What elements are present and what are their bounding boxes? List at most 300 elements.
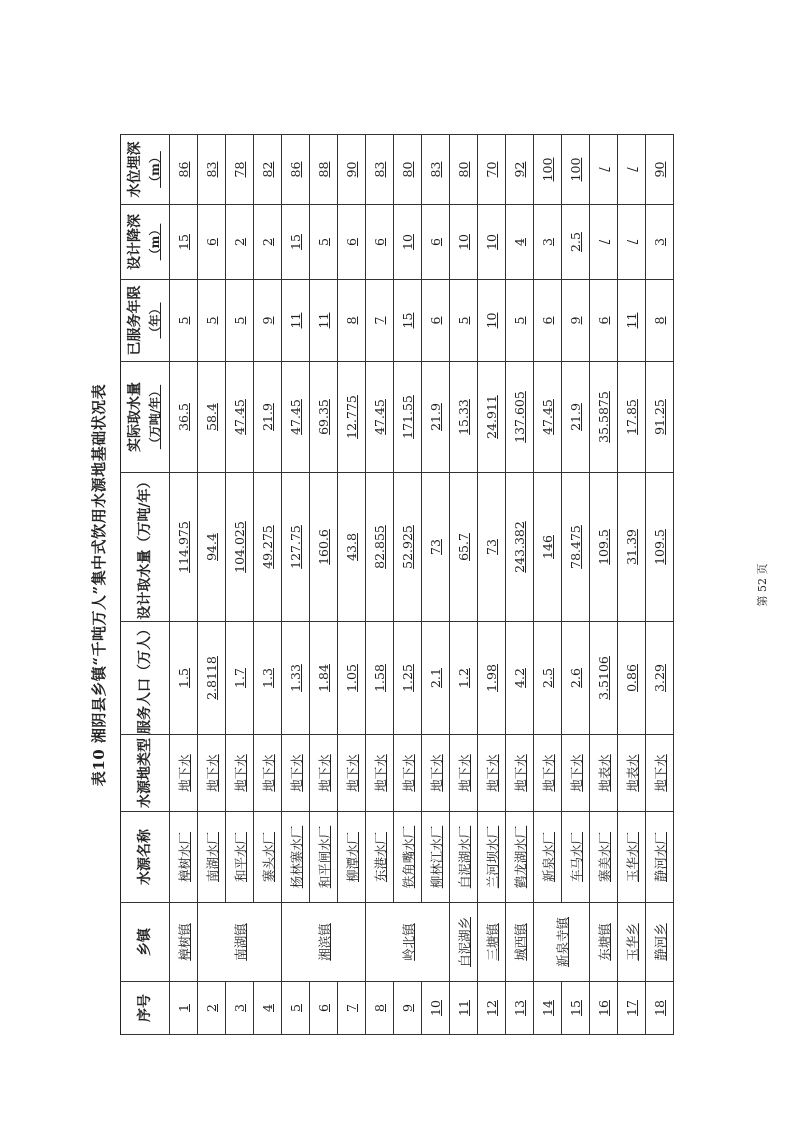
cell-value: 地表水 bbox=[596, 754, 612, 792]
column-header bbox=[121, 812, 170, 903]
table-cell bbox=[534, 205, 562, 280]
table-row bbox=[422, 135, 450, 1035]
cell-value: 白泥湖水厂 bbox=[456, 825, 472, 889]
page-number: 第 52 页 bbox=[756, 563, 769, 607]
table-row bbox=[394, 135, 422, 1035]
table-title: 表10 湘阴县乡镇“千吨万人”集中式饮用水源地基础状况表 bbox=[90, 383, 108, 787]
table-cell bbox=[478, 473, 506, 622]
table-cell bbox=[562, 622, 590, 735]
cell-value: 10 bbox=[400, 234, 415, 250]
table-cell bbox=[310, 205, 338, 280]
table-cell bbox=[170, 280, 198, 362]
table-cell bbox=[422, 205, 450, 280]
table-row bbox=[310, 135, 338, 1035]
cell-value: 地下水 bbox=[540, 754, 556, 792]
table-cell bbox=[646, 280, 674, 362]
table-cell bbox=[310, 473, 338, 622]
cell-value: 鹤龙湖水厂 bbox=[512, 825, 528, 889]
table-cell bbox=[478, 622, 506, 735]
cell-value: 6 bbox=[204, 238, 219, 246]
cell-value: 3 bbox=[652, 238, 667, 246]
cell-value: 4 bbox=[512, 238, 527, 246]
table-cell bbox=[562, 205, 590, 280]
cell-value: 109.5 bbox=[596, 529, 611, 565]
cell-value: 兰河坝水厂 bbox=[484, 825, 500, 889]
town-cell bbox=[198, 903, 282, 982]
table-cell bbox=[226, 205, 254, 280]
table-cell bbox=[226, 622, 254, 735]
table-cell bbox=[618, 362, 646, 473]
cell-value: 9 bbox=[568, 316, 583, 325]
cell-value: 17.85 bbox=[624, 399, 639, 435]
table-cell bbox=[170, 135, 198, 205]
column-header bbox=[121, 205, 170, 280]
table-cell bbox=[618, 982, 646, 1035]
cell-value: 91.25 bbox=[652, 399, 667, 435]
table-cell bbox=[562, 135, 590, 205]
cell-value: / bbox=[596, 167, 611, 172]
table-cell bbox=[198, 135, 226, 205]
column-header bbox=[121, 735, 170, 812]
cell-value: 地下水 bbox=[568, 754, 584, 792]
table-cell bbox=[282, 473, 310, 622]
cell-value: 10 bbox=[428, 1000, 443, 1016]
table-cell bbox=[226, 280, 254, 362]
cell-value: 铁角嘴水厂 bbox=[400, 825, 416, 889]
cell-value: 21.9 bbox=[428, 403, 443, 431]
table-cell bbox=[534, 473, 562, 622]
cell-value: 地表水 bbox=[624, 754, 640, 792]
table-cell bbox=[450, 735, 478, 812]
table-row bbox=[226, 135, 254, 1035]
table-cell bbox=[282, 812, 310, 903]
cell-value: / bbox=[624, 239, 639, 245]
cell-value: 1.05 bbox=[344, 664, 359, 692]
cell-value: 86 bbox=[176, 161, 191, 178]
cell-value: 58.4 bbox=[204, 403, 219, 431]
cell-value: 47.45 bbox=[372, 399, 387, 435]
table-cell bbox=[478, 362, 506, 473]
cell-value: 24.911 bbox=[484, 395, 499, 439]
table-cell bbox=[254, 205, 282, 280]
cell-value: 14 bbox=[540, 1000, 555, 1016]
table-cell bbox=[646, 622, 674, 735]
table-cell bbox=[450, 812, 478, 903]
table-cell bbox=[422, 280, 450, 362]
table-row bbox=[282, 135, 310, 1035]
cell-value: 15 bbox=[568, 1000, 583, 1016]
table-cell bbox=[366, 473, 394, 622]
cell-value: 地下水 bbox=[372, 754, 388, 792]
cell-value: 13 bbox=[512, 1000, 527, 1016]
table-cell bbox=[254, 982, 282, 1035]
cell-value: 地下水 bbox=[176, 754, 192, 792]
cell-value: 6 bbox=[596, 316, 611, 325]
table-cell bbox=[422, 812, 450, 903]
water-source-table bbox=[120, 134, 674, 1035]
table-cell bbox=[450, 135, 478, 205]
table-cell bbox=[282, 362, 310, 473]
cell-value: 1.2 bbox=[456, 668, 471, 688]
table-cell bbox=[590, 812, 618, 903]
cell-value: 1.33 bbox=[288, 664, 303, 692]
table-cell bbox=[198, 982, 226, 1035]
column-header bbox=[121, 903, 170, 982]
cell-value: 160.6 bbox=[316, 529, 331, 565]
column-header bbox=[121, 135, 170, 205]
table-cell bbox=[506, 205, 534, 280]
town-name: 静河乡 bbox=[652, 923, 668, 961]
table-cell bbox=[506, 135, 534, 205]
table-cell bbox=[478, 982, 506, 1035]
cell-value: 静河水厂 bbox=[652, 832, 668, 883]
table-cell bbox=[310, 280, 338, 362]
column-header bbox=[121, 622, 170, 735]
cell-value: 3.29 bbox=[652, 664, 667, 692]
cell-value: / bbox=[624, 167, 639, 172]
cell-value: 7 bbox=[372, 316, 387, 325]
table-cell bbox=[282, 280, 310, 362]
table-row bbox=[338, 135, 366, 1035]
table-cell bbox=[226, 362, 254, 473]
cell-value: 137.605 bbox=[512, 391, 527, 443]
table-cell bbox=[170, 473, 198, 622]
table-cell bbox=[450, 362, 478, 473]
table-cell bbox=[422, 622, 450, 735]
town-name: 城西镇 bbox=[512, 923, 528, 961]
table-cell bbox=[282, 982, 310, 1035]
cell-value: 和平闸水厂 bbox=[316, 825, 332, 889]
table-cell bbox=[366, 135, 394, 205]
table-cell bbox=[282, 135, 310, 205]
table-cell bbox=[226, 735, 254, 812]
cell-value: 5 bbox=[232, 316, 247, 325]
table-cell bbox=[590, 362, 618, 473]
table-cell bbox=[338, 735, 366, 812]
table-cell bbox=[478, 735, 506, 812]
cell-value: 东港水厂 bbox=[372, 832, 388, 883]
table-cell bbox=[338, 982, 366, 1035]
table-row bbox=[450, 135, 478, 1035]
cell-value: 6 bbox=[316, 1004, 331, 1012]
cell-value: 和平水厂 bbox=[232, 832, 248, 883]
table-cell bbox=[394, 362, 422, 473]
table-cell bbox=[282, 622, 310, 735]
cell-value: 地下水 bbox=[512, 754, 528, 792]
cell-value: 樟树水厂 bbox=[176, 832, 192, 883]
table-cell bbox=[366, 735, 394, 812]
table-cell bbox=[506, 812, 534, 903]
table-cell bbox=[198, 362, 226, 473]
cell-value: 47.45 bbox=[232, 399, 247, 435]
cell-value: 90 bbox=[652, 161, 667, 178]
table-cell bbox=[310, 362, 338, 473]
table-cell bbox=[618, 473, 646, 622]
table-cell bbox=[394, 812, 422, 903]
cell-value: 100 bbox=[540, 157, 555, 182]
cell-value: 243.382 bbox=[512, 521, 527, 573]
cell-value: 杨林寨水厂 bbox=[288, 825, 304, 889]
cell-value: 9 bbox=[260, 316, 275, 325]
cell-value: 2.5 bbox=[540, 668, 555, 688]
table-cell bbox=[310, 735, 338, 812]
table-cell bbox=[254, 473, 282, 622]
table-cell bbox=[198, 812, 226, 903]
column-header-label: 乡镇 bbox=[137, 928, 153, 956]
table-cell bbox=[254, 135, 282, 205]
table-cell bbox=[590, 982, 618, 1035]
table-cell bbox=[170, 735, 198, 812]
table-cell bbox=[506, 982, 534, 1035]
cell-value: 15 bbox=[400, 312, 415, 329]
town-cell bbox=[506, 903, 534, 982]
cell-value: 1.98 bbox=[484, 664, 499, 692]
column-header-label: 设计取水量（万吨/年） bbox=[137, 474, 153, 620]
cell-value: 82.855 bbox=[372, 525, 387, 569]
table-cell bbox=[646, 362, 674, 473]
town-name: 湘滨镇 bbox=[316, 923, 332, 961]
table-cell bbox=[422, 362, 450, 473]
column-header-label: 服务人口（万人） bbox=[137, 622, 153, 734]
cell-value: 78.475 bbox=[568, 525, 583, 569]
cell-value: 15.33 bbox=[456, 399, 471, 435]
cell-value: 地下水 bbox=[428, 754, 444, 792]
cell-value: 2.1 bbox=[428, 668, 443, 688]
cell-value: 146 bbox=[540, 535, 555, 559]
table-cell bbox=[646, 135, 674, 205]
cell-value: 6 bbox=[372, 238, 387, 246]
cell-value: 10 bbox=[456, 234, 471, 250]
table-cell bbox=[394, 982, 422, 1035]
table-cell bbox=[366, 362, 394, 473]
cell-value: 9 bbox=[400, 1004, 415, 1012]
cell-value: 21.9 bbox=[260, 403, 275, 431]
cell-value: 88 bbox=[316, 161, 331, 178]
table-row bbox=[478, 135, 506, 1035]
town-name: 东塘镇 bbox=[596, 923, 612, 961]
town-cell bbox=[590, 903, 618, 982]
cell-value: 2 bbox=[260, 238, 275, 246]
table-cell bbox=[590, 622, 618, 735]
cell-value: 70 bbox=[484, 161, 499, 178]
cell-value: 4 bbox=[260, 1004, 275, 1012]
cell-value: 83 bbox=[372, 161, 387, 178]
cell-value: 16 bbox=[596, 1000, 611, 1016]
table-cell bbox=[394, 735, 422, 812]
table-cell bbox=[394, 473, 422, 622]
cell-value: 1 bbox=[176, 1004, 191, 1012]
town-cell bbox=[618, 903, 646, 982]
cell-value: 65.7 bbox=[456, 533, 471, 561]
column-header-unit: （年） bbox=[148, 302, 162, 339]
town-cell bbox=[450, 903, 478, 982]
table-cell bbox=[506, 362, 534, 473]
table-cell bbox=[478, 205, 506, 280]
cell-value: 100 bbox=[568, 157, 583, 182]
table-cell bbox=[366, 280, 394, 362]
table-cell bbox=[254, 280, 282, 362]
table-cell bbox=[478, 135, 506, 205]
cell-value: 10 bbox=[484, 234, 499, 250]
table-cell bbox=[450, 205, 478, 280]
table-cell bbox=[422, 982, 450, 1035]
table-cell bbox=[338, 812, 366, 903]
table-cell bbox=[534, 622, 562, 735]
table-cell bbox=[366, 622, 394, 735]
cell-value: 5 bbox=[456, 316, 471, 325]
table-cell bbox=[506, 622, 534, 735]
cell-value: 1.25 bbox=[400, 664, 415, 692]
town-cell bbox=[646, 903, 674, 982]
table-cell bbox=[226, 982, 254, 1035]
table-row bbox=[170, 135, 198, 1035]
cell-value: 3.5106 bbox=[596, 656, 611, 700]
cell-value: 2.8118 bbox=[204, 656, 219, 700]
cell-value: 柳潭水厂 bbox=[344, 832, 360, 883]
cell-value: 31.39 bbox=[624, 529, 639, 565]
cell-value: 寨美水厂 bbox=[596, 832, 612, 883]
table-cell bbox=[282, 205, 310, 280]
table-cell bbox=[338, 362, 366, 473]
table-cell bbox=[170, 205, 198, 280]
table-row bbox=[506, 135, 534, 1035]
cell-value: / bbox=[596, 239, 611, 245]
cell-value: 49.275 bbox=[260, 525, 275, 569]
cell-value: 南湖水厂 bbox=[204, 832, 220, 883]
column-header-unit: （m） bbox=[148, 223, 162, 261]
table-cell bbox=[254, 812, 282, 903]
cell-value: 5 bbox=[316, 238, 331, 246]
cell-value: 80 bbox=[456, 161, 471, 178]
cell-value: 2 bbox=[232, 238, 247, 246]
cell-value: 90 bbox=[344, 161, 359, 178]
table-cell bbox=[338, 205, 366, 280]
town-cell bbox=[478, 903, 506, 982]
cell-value: 8 bbox=[652, 316, 667, 325]
table-cell bbox=[338, 135, 366, 205]
table-cell bbox=[226, 473, 254, 622]
cell-value: 127.75 bbox=[288, 525, 303, 569]
cell-value: 52.925 bbox=[400, 525, 415, 569]
town-cell bbox=[170, 903, 198, 982]
table-cell bbox=[646, 812, 674, 903]
cell-value: 1.7 bbox=[232, 668, 247, 688]
cell-value: 35.5875 bbox=[596, 391, 611, 443]
cell-value: 82 bbox=[260, 161, 275, 178]
cell-value: 5 bbox=[204, 316, 219, 325]
cell-value: 地下水 bbox=[260, 754, 276, 792]
cell-value: 94.4 bbox=[204, 533, 219, 561]
cell-value: 36.5 bbox=[176, 403, 191, 431]
cell-value: 92 bbox=[512, 161, 527, 178]
table-cell bbox=[506, 280, 534, 362]
table-cell bbox=[618, 812, 646, 903]
table-cell bbox=[534, 135, 562, 205]
table-cell bbox=[394, 205, 422, 280]
column-header-label: 水源名称 bbox=[137, 829, 153, 885]
header-row bbox=[121, 135, 170, 1035]
town-name: 玉华乡 bbox=[624, 923, 640, 961]
table-cell bbox=[618, 135, 646, 205]
cell-value: 5 bbox=[512, 316, 527, 325]
table-cell bbox=[170, 812, 198, 903]
cell-value: 11 bbox=[316, 312, 331, 329]
table-cell bbox=[394, 280, 422, 362]
table-cell bbox=[618, 205, 646, 280]
table-cell bbox=[478, 812, 506, 903]
cell-value: 7 bbox=[344, 1004, 359, 1012]
table-cell bbox=[198, 205, 226, 280]
table-cell bbox=[562, 735, 590, 812]
column-header-unit: （万吨/年） bbox=[148, 384, 162, 450]
table-cell bbox=[562, 362, 590, 473]
table-cell bbox=[226, 812, 254, 903]
cell-value: 地下水 bbox=[316, 754, 332, 792]
column-header bbox=[121, 362, 170, 473]
town-name: 樟树镇 bbox=[176, 923, 192, 961]
cell-value: 78 bbox=[232, 161, 247, 178]
town-cell bbox=[534, 903, 590, 982]
table-row bbox=[534, 135, 562, 1035]
town-name: 南湖镇 bbox=[232, 923, 248, 961]
table-row bbox=[646, 135, 674, 1035]
cell-value: 地下水 bbox=[288, 754, 304, 792]
table-cell bbox=[450, 280, 478, 362]
cell-value: 3 bbox=[232, 1004, 247, 1012]
cell-value: 86 bbox=[288, 161, 303, 178]
table-cell bbox=[170, 982, 198, 1035]
cell-value: 11 bbox=[624, 312, 639, 329]
table-row bbox=[590, 135, 618, 1035]
table-cell bbox=[534, 812, 562, 903]
column-header-label: 已服务年限 bbox=[127, 285, 143, 356]
cell-value: 地下水 bbox=[232, 754, 248, 792]
cell-value: 17 bbox=[624, 1000, 639, 1016]
table-cell bbox=[170, 362, 198, 473]
table-cell bbox=[590, 280, 618, 362]
table-cell bbox=[422, 473, 450, 622]
table-cell bbox=[562, 280, 590, 362]
table-cell bbox=[198, 735, 226, 812]
cell-value: 6 bbox=[540, 316, 555, 325]
town-name: 岭北镇 bbox=[400, 923, 416, 961]
cell-value: 寨头水厂 bbox=[260, 832, 276, 883]
table-row bbox=[562, 135, 590, 1035]
table-cell bbox=[590, 135, 618, 205]
table-row bbox=[618, 135, 646, 1035]
cell-value: 2.5 bbox=[568, 232, 583, 252]
table-cell bbox=[170, 622, 198, 735]
cell-value: 地下水 bbox=[204, 754, 220, 792]
column-header-label: 水源地类型 bbox=[137, 738, 153, 808]
cell-value: 6 bbox=[344, 238, 359, 246]
cell-value: 地下水 bbox=[400, 754, 416, 792]
cell-value: 5 bbox=[288, 1004, 303, 1012]
table-row bbox=[198, 135, 226, 1035]
table-cell bbox=[198, 622, 226, 735]
table-cell bbox=[646, 205, 674, 280]
cell-value: 2 bbox=[204, 1004, 219, 1012]
cell-value: 47.45 bbox=[288, 399, 303, 435]
town-name: 三塘镇 bbox=[484, 923, 500, 961]
cell-value: 6 bbox=[428, 238, 443, 246]
cell-value: 1.58 bbox=[372, 664, 387, 692]
table-cell bbox=[618, 735, 646, 812]
table-cell bbox=[366, 982, 394, 1035]
cell-value: 1.5 bbox=[176, 668, 191, 688]
cell-value: 2.6 bbox=[568, 668, 583, 688]
table-cell bbox=[338, 280, 366, 362]
